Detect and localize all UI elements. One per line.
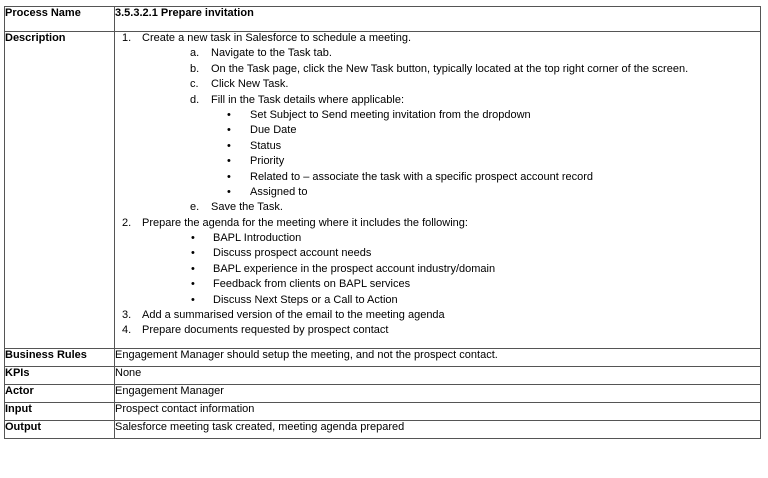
list-item xyxy=(115,93,760,108)
list-text: Create a new task in Salesforce to schedule a meeting. xyxy=(142,32,412,44)
actor-value: Engagement Manager xyxy=(115,385,761,403)
list-item xyxy=(115,170,760,185)
actor-label: Actor xyxy=(5,385,115,403)
input-label: Input xyxy=(5,403,115,421)
list-text: Click New Task. xyxy=(211,78,289,91)
list-item xyxy=(115,277,760,292)
process-name-label: Process Name xyxy=(5,7,115,32)
list-text: Related to – associate the task with a specific prospect account record xyxy=(250,170,594,183)
list-item xyxy=(115,185,760,200)
bullet-marker: • xyxy=(227,108,231,121)
list-text: Save the Task. xyxy=(211,201,283,214)
input-value: Prospect contact information xyxy=(115,403,761,421)
description-value xyxy=(115,32,761,349)
list-item xyxy=(115,200,760,215)
list-marker: c. xyxy=(190,78,199,91)
input-row xyxy=(5,403,761,421)
bullet-marker: • xyxy=(191,293,195,306)
list-item xyxy=(115,246,760,261)
list-item xyxy=(115,62,760,77)
list-text: Discuss prospect account needs xyxy=(213,247,372,260)
list-text: Navigate to the Task tab. xyxy=(211,47,332,60)
bullet-marker: • xyxy=(191,232,195,245)
list-marker: 2. xyxy=(122,216,132,229)
list-text: Feedback from clients on BAPL services xyxy=(213,278,411,291)
list-text: Due Date xyxy=(250,124,297,137)
actor-row xyxy=(5,385,761,403)
list-text: Status xyxy=(250,139,282,152)
kpis-label: KPIs xyxy=(5,367,115,385)
list-marker: a. xyxy=(190,47,200,60)
list-text: Add a summarised version of the email to the meeting agenda xyxy=(142,309,445,322)
bullet-marker: • xyxy=(227,155,231,168)
list-item xyxy=(115,108,760,123)
list-item xyxy=(115,262,760,277)
list-marker: e. xyxy=(190,201,200,214)
description-row xyxy=(5,32,761,349)
process-name-row xyxy=(5,7,761,32)
list-item xyxy=(115,308,760,323)
list-marker: d. xyxy=(190,93,200,106)
description-list xyxy=(115,31,760,339)
kpis-row xyxy=(5,367,761,385)
list-text: Set Subject to Send meeting invitation from the dropdown xyxy=(250,108,531,121)
description-label: Description xyxy=(5,32,115,349)
list-item xyxy=(115,323,760,338)
bullet-marker: • xyxy=(191,247,195,260)
bullet-marker: • xyxy=(227,124,231,137)
bullet-marker: • xyxy=(227,185,231,198)
list-text: Assigned to xyxy=(250,185,308,198)
list-item xyxy=(115,154,760,169)
list-marker: 4. xyxy=(122,324,132,337)
list-text: BAPL experience in the prospect account industry/domain xyxy=(213,262,496,275)
kpis-value: None xyxy=(115,367,761,385)
process-name-value: 3.5.3.2.1 Prepare invitation xyxy=(115,7,761,32)
output-label: Output xyxy=(5,421,115,439)
list-text: Priority xyxy=(250,155,285,168)
output-value: Salesforce meeting task created, meeting agenda prepared xyxy=(115,421,761,439)
bullet-marker: • xyxy=(191,262,195,275)
business-rules-value: Engagement Manager should setup the meeting, and not the prospect contact. xyxy=(115,349,761,367)
list-item xyxy=(115,31,760,46)
list-marker: 1. xyxy=(122,32,132,44)
list-item xyxy=(115,77,760,92)
list-text: Discuss Next Steps or a Call to Action xyxy=(213,293,398,306)
business-rules-label: Business Rules xyxy=(5,349,115,367)
list-text: BAPL Introduction xyxy=(213,232,302,245)
list-text: Prepare documents requested by prospect contact xyxy=(142,324,389,337)
list-item xyxy=(115,123,760,138)
list-item xyxy=(115,216,760,231)
bullet-marker: • xyxy=(191,278,195,291)
bullet-marker: • xyxy=(227,170,231,183)
list-marker: 3. xyxy=(122,309,132,322)
list-text: Fill in the Task details where applicable: xyxy=(211,93,405,106)
list-item xyxy=(115,139,760,154)
list-item xyxy=(115,46,760,61)
list-item xyxy=(115,231,760,246)
process-table xyxy=(4,6,761,439)
list-text: On the Task page, click the New Task button, typically located at the top right corner of the screen. xyxy=(211,62,689,75)
list-marker: b. xyxy=(190,62,200,75)
list-item xyxy=(115,293,760,308)
list-text: Prepare the agenda for the meeting where it includes the following: xyxy=(142,216,468,229)
bullet-marker: • xyxy=(227,139,231,152)
output-row xyxy=(5,421,761,439)
business-rules-row xyxy=(5,349,761,367)
